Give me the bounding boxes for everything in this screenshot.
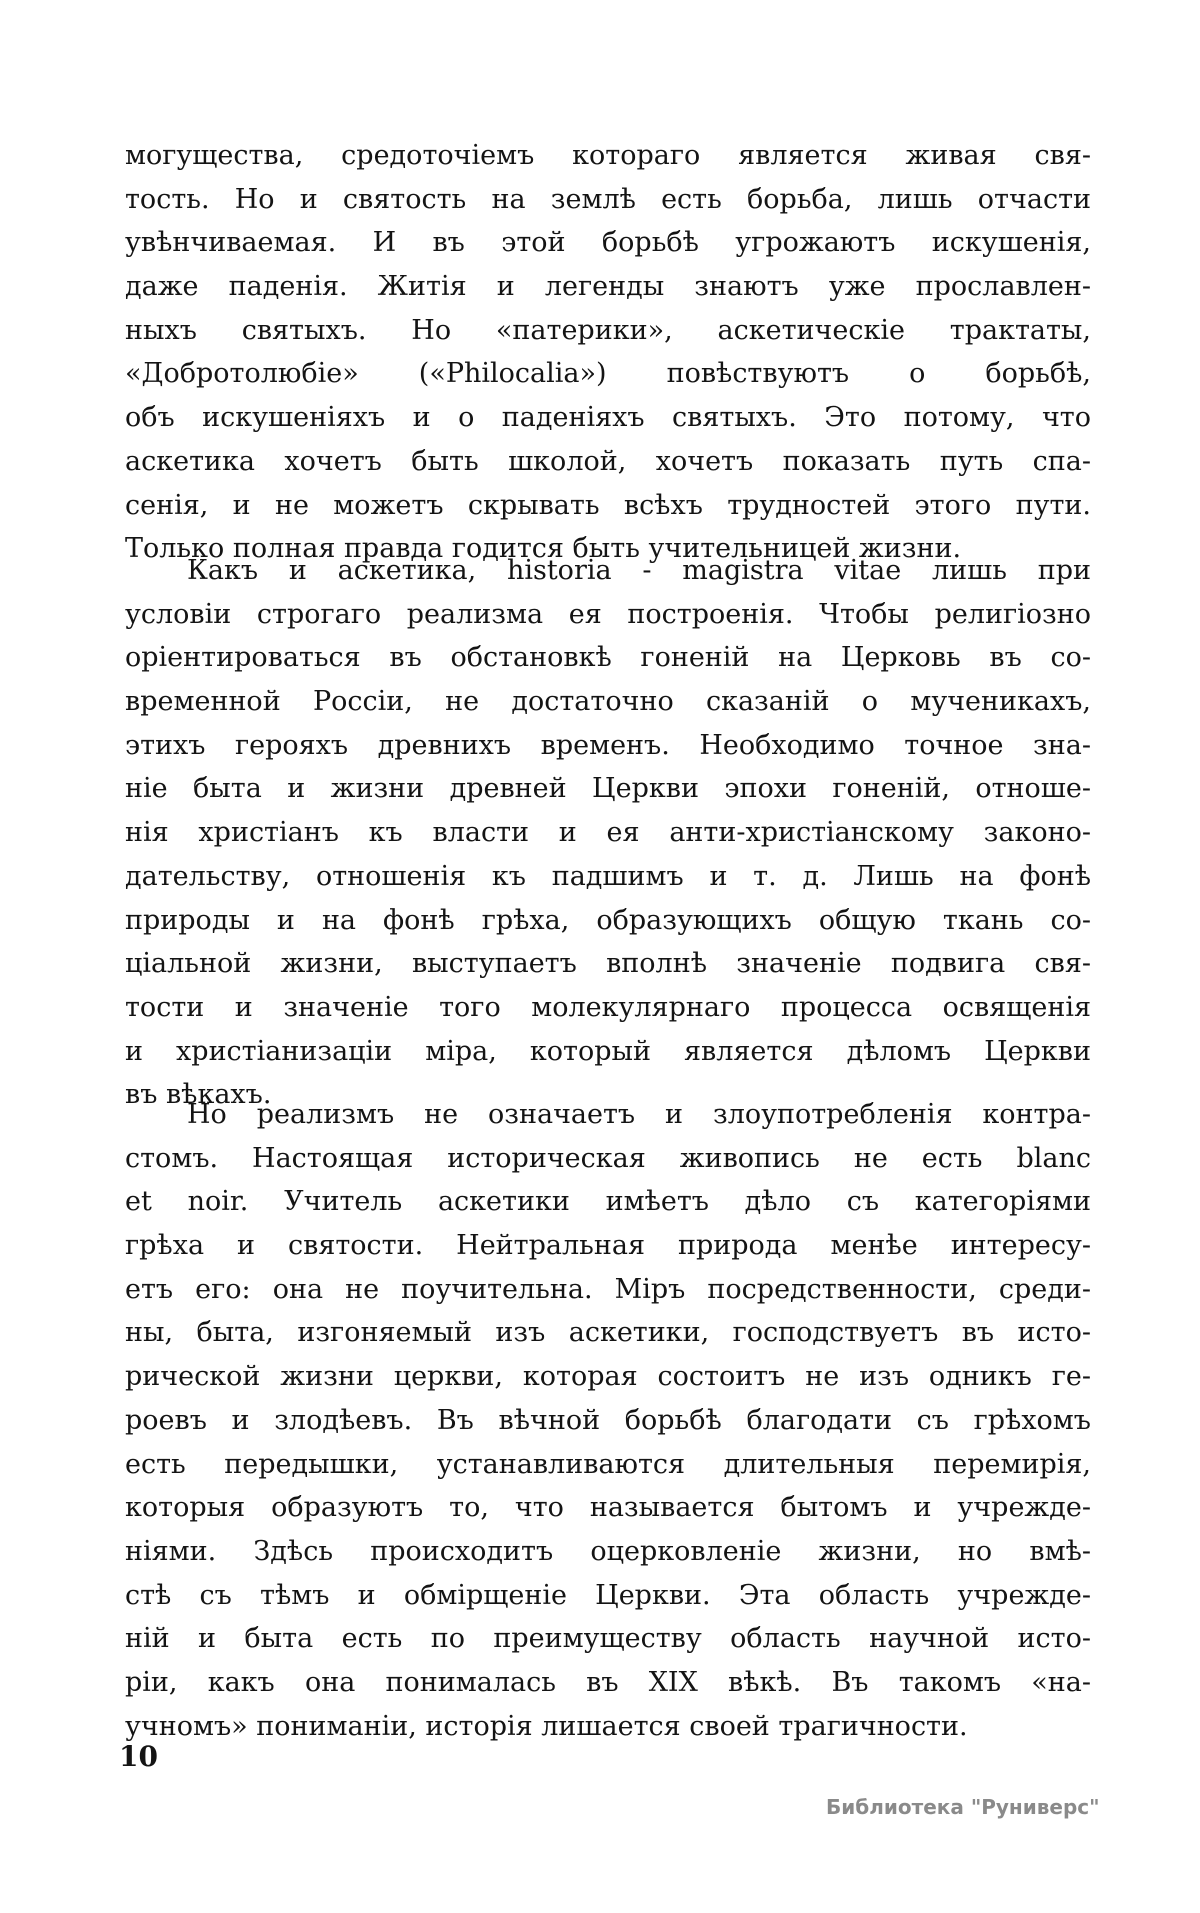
text-line: ціальной жизни, выступаетъ вполнѣ значеніе подвига свя- <box>125 948 1091 980</box>
text-line: ныхъ святыхъ. Но «патерики», аскетическіе трактаты, <box>125 314 1091 346</box>
text-line: оріентироваться въ обстановкѣ гоненій на Церковь въ со- <box>125 642 1091 674</box>
page-number: 10 <box>119 1740 158 1773</box>
text-line: ній и быта есть по преимуществу область научной исто- <box>125 1623 1091 1655</box>
text-line: временной Россіи, не достаточно сказаній о мученикахъ, <box>125 686 1091 718</box>
text-line: объ искушеніяхъ и о паденіяхъ святыхъ. Это потому, что <box>125 402 1091 434</box>
text-line: есть передышки, устанавливаются длительныя перемирія, <box>125 1448 1091 1480</box>
text-line: и христіанизаціи міра, который является дѣломъ Церкви <box>125 1035 1091 1067</box>
text-line: стѣ съ тѣмъ и обмірщеніе Церкви. Эта область учрежде- <box>125 1579 1091 1611</box>
text-line: Но реализмъ не означаетъ и злоупотребленія контра- <box>187 1099 1091 1130</box>
text-line: учномъ» пониманіи, исторія лишается своей трагичности. <box>125 1710 968 1742</box>
text-line: Только полная правда годится быть учительницей жизни. <box>125 533 962 565</box>
text-line: могущества, средоточіемъ котораго является живая свя- <box>125 140 1091 171</box>
text-line: тости и значеніе того молекулярнаго процесса освященія <box>125 991 1091 1023</box>
text-line: даже паденія. Житія и легенды знаютъ уже прославлен- <box>125 271 1091 303</box>
text-line: рической жизни церкви, которая состоитъ не изъ одникъ ге- <box>125 1361 1091 1393</box>
paragraph-2 <box>125 549 1091 1117</box>
text-line: стомъ. Настоящая историческая живопись не есть blanc <box>125 1142 1091 1174</box>
text-line: сенія, и не можетъ скрывать всѣхъ трудностей этого пути. <box>125 489 1091 521</box>
text-line: дательству, отношенія къ падшимъ и т. д. Лишь на фонѣ <box>125 860 1091 892</box>
text-line: тость. Но и святость на землѣ есть борьба, лишь отчасти <box>125 183 1091 215</box>
paragraph-3 <box>125 1093 1091 1748</box>
text-line: ны, быта, изгоняемый изъ аскетики, господствуетъ въ исто- <box>125 1317 1091 1349</box>
paragraph-1 <box>125 134 1091 571</box>
text-line: условіи строгаго реализма ея построенія. Чтобы религіозно <box>125 598 1091 630</box>
text-line: роевъ и злодѣевъ. Въ вѣчной борьбѣ благодати съ грѣхомъ <box>125 1404 1091 1436</box>
text-line: увѣнчиваемая. И въ этой борьбѣ угрожаютъ искушенія, <box>125 227 1091 259</box>
text-line: въ вѣкахъ. <box>125 1079 272 1111</box>
text-line: грѣха и святости. Нейтральная природа менѣе интересу- <box>125 1230 1091 1262</box>
text-line: Какъ и аскетика, historia - magistra vitae лишь при <box>187 555 1091 586</box>
text-line: ріи, какъ она понималась въ XIX вѣкѣ. Въ такомъ «на- <box>125 1666 1091 1698</box>
text-line: et noir. Учитель аскетики имѣетъ дѣло съ категоріями <box>125 1186 1091 1218</box>
text-line: етъ его: она не поучительна. Міръ посредственности, среди- <box>125 1273 1091 1305</box>
text-line: «Добротолюбіе» («Philocalia») повѣствуютъ о борьбѣ, <box>125 358 1091 390</box>
text-line: нія христіанъ къ власти и ея анти-христіанскому законо- <box>125 817 1091 849</box>
text-line: ніями. Здѣсь происходитъ оцерковленіе жизни, но вмѣ- <box>125 1535 1091 1567</box>
text-line: которыя образуютъ то, что называется бытомъ и учрежде- <box>125 1492 1091 1524</box>
text-line: этихъ герояхъ древнихъ временъ. Необходимо точное зна- <box>125 729 1091 761</box>
text-line: природы и на фонѣ грѣха, образующихъ общую ткань со- <box>125 904 1091 936</box>
text-line: ніе быта и жизни древней Церкви эпохи гоненій, отноше- <box>125 773 1091 805</box>
library-watermark: Библиотека "Руниверс" <box>826 1795 1100 1819</box>
text-line: аскетика хочетъ быть школой, хочетъ показать путь спа- <box>125 445 1091 477</box>
